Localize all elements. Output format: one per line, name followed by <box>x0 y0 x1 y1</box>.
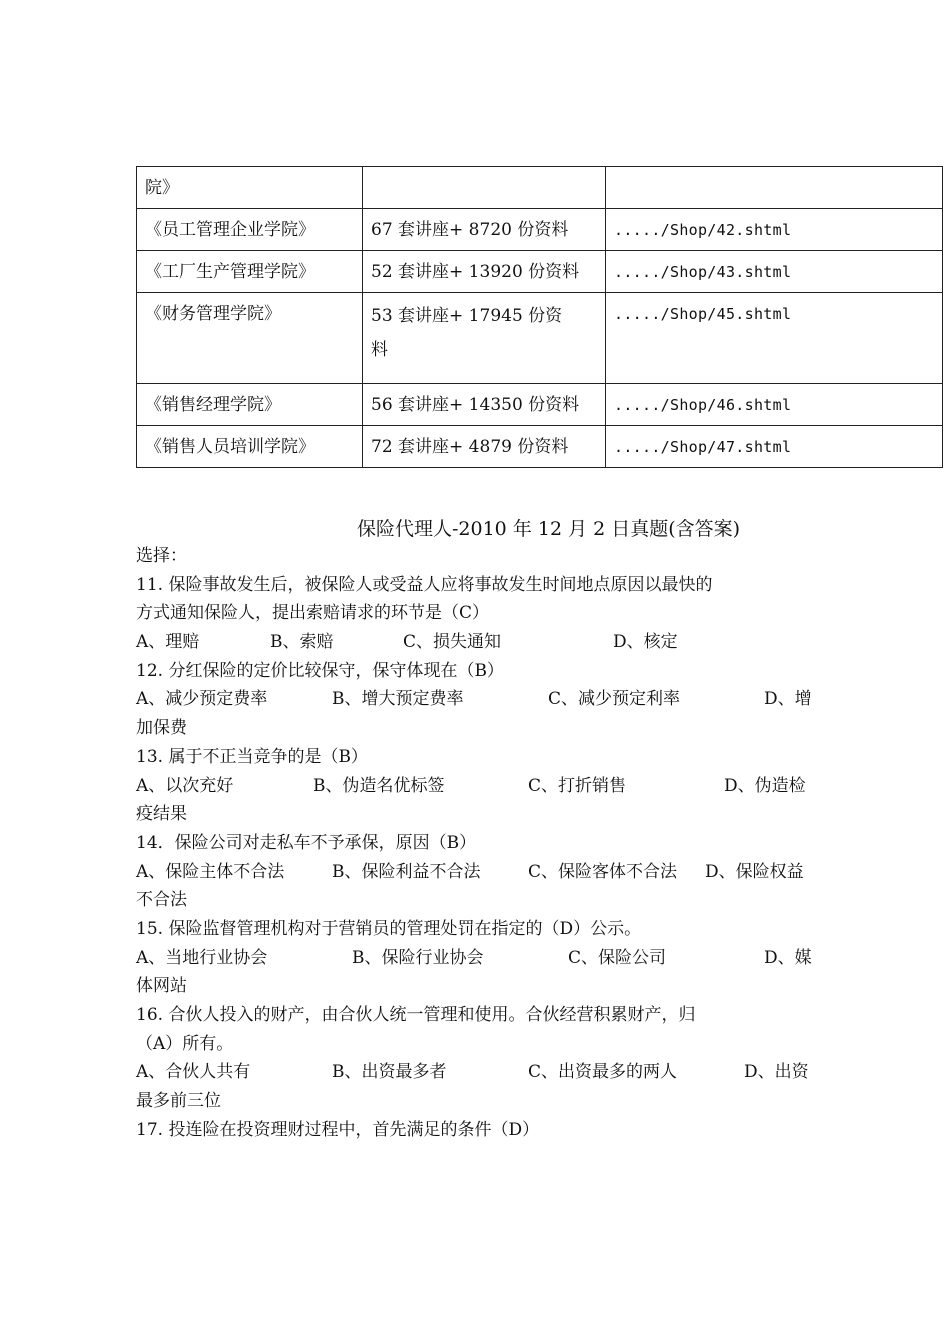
option-continuation: 加保费 <box>136 718 187 739</box>
table-cell-link[interactable]: ...../Shop/46.shtml <box>606 384 943 426</box>
option-continuation: 疫结果 <box>136 804 187 825</box>
option-c: C、出资最多的两人 <box>528 1062 678 1083</box>
section-heading: 选择： <box>136 546 187 566</box>
option-row <box>136 944 816 973</box>
option-b: B、保险行业协会 <box>352 947 484 968</box>
option-continuation: 最多前三位 <box>136 1091 221 1112</box>
table-cell-link[interactable]: ...../Shop/43.shtml <box>606 251 943 293</box>
option-b: B、保险利益不合法 <box>332 861 481 882</box>
table-cell-content-line: 53 套讲座+ 17945 份资 <box>371 306 563 326</box>
table-cell-content: 67 套讲座+ 8720 份资料 <box>363 209 606 251</box>
table-cell-content <box>363 293 606 384</box>
resource-table <box>136 166 943 468</box>
option-continuation: 体网站 <box>136 976 187 997</box>
question-text: 14．保险公司对走私车不予承保，原因（B） <box>136 832 477 853</box>
table-cell-link[interactable]: ...../Shop/45.shtml <box>606 293 943 384</box>
table-cell-link[interactable]: ...../Shop/47.shtml <box>606 426 943 468</box>
option-c: C、保险客体不合法 <box>528 861 678 882</box>
option-b: B、增大预定费率 <box>332 689 464 710</box>
table-cell-content: 72 套讲座+ 4879 份资料 <box>363 426 606 468</box>
option-a: A、以次充好 <box>136 775 234 796</box>
option-c: C、打折销售 <box>528 775 627 796</box>
option-row <box>136 685 816 714</box>
question-text: 12. 分红保险的定价比较保守，保守体现在（B） <box>136 660 504 681</box>
question-text: 方式通知保险人，提出索赔请求的环节是（C） <box>136 603 490 624</box>
table-cell-name: 《销售经理学院》 <box>137 384 363 426</box>
question-text: 15. 保险监督管理机构对于营销员的管理处罚在指定的（D）公示。 <box>136 918 642 939</box>
option-b: B、索赔 <box>270 632 334 653</box>
option-row <box>136 772 816 801</box>
option-d: D、出资 <box>744 1062 809 1083</box>
option-c: C、损失通知 <box>403 632 502 653</box>
page-title: 保险代理人-2010 年 12 月 2 日真题(含答案) <box>357 518 741 540</box>
option-d: D、核定 <box>613 632 678 653</box>
table-row <box>137 167 943 209</box>
table-cell-name: 《销售人员培训学院》 <box>137 426 363 468</box>
question-text: 13. 属于不正当竞争的是（B） <box>136 746 368 767</box>
question-text: 17. 投连险在投资理财过程中，首先满足的条件（D） <box>136 1119 540 1140</box>
table-cell-content: 52 套讲座+ 13920 份资料 <box>363 251 606 293</box>
question-text: （A）所有。 <box>136 1033 234 1054</box>
option-a: A、当地行业协会 <box>136 947 268 968</box>
option-row <box>136 628 816 657</box>
table-row <box>137 251 943 293</box>
table-cell-name: 院》 <box>137 167 363 209</box>
option-c: C、保险公司 <box>568 947 667 968</box>
option-d: D、伪造检 <box>724 775 806 796</box>
table-cell-name: 《工厂生产管理学院》 <box>137 251 363 293</box>
table-row <box>137 293 943 384</box>
option-c: C、减少预定利率 <box>548 689 681 710</box>
question-text: 11. 保险事故发生后，被保险人或受益人应将事故发生时间地点原因以最快的 <box>136 574 713 595</box>
table-cell-content-line: 料 <box>371 340 388 360</box>
table-cell-link <box>606 167 943 209</box>
question-text: 16. 合伙人投入的财产，由合伙人统一管理和使用。合伙经营积累财产，归 <box>136 1005 696 1025</box>
question-list <box>136 542 816 1144</box>
option-a: A、减少预定费率 <box>136 689 268 710</box>
option-d: D、媒 <box>764 947 812 968</box>
option-d: D、保险权益 <box>705 861 804 882</box>
table-cell-name: 《员工管理企业学院》 <box>137 209 363 251</box>
option-continuation: 不合法 <box>136 890 187 911</box>
option-row <box>136 858 816 887</box>
table-cell-name: 《财务管理学院》 <box>137 293 363 384</box>
table-cell-content <box>363 167 606 209</box>
option-a: A、保险主体不合法 <box>136 861 285 882</box>
option-a: A、理赔 <box>136 632 200 653</box>
option-row <box>136 1058 816 1087</box>
table-row <box>137 426 943 468</box>
option-d: D、增 <box>764 689 812 710</box>
table-row <box>137 384 943 426</box>
table-row <box>137 209 943 251</box>
option-b: B、伪造名优标签 <box>313 775 445 796</box>
table-cell-content: 56 套讲座+ 14350 份资料 <box>363 384 606 426</box>
option-a: A、合伙人共有 <box>136 1062 251 1083</box>
table-cell-link[interactable]: ...../Shop/42.shtml <box>606 209 943 251</box>
option-b: B、出资最多者 <box>332 1062 447 1083</box>
